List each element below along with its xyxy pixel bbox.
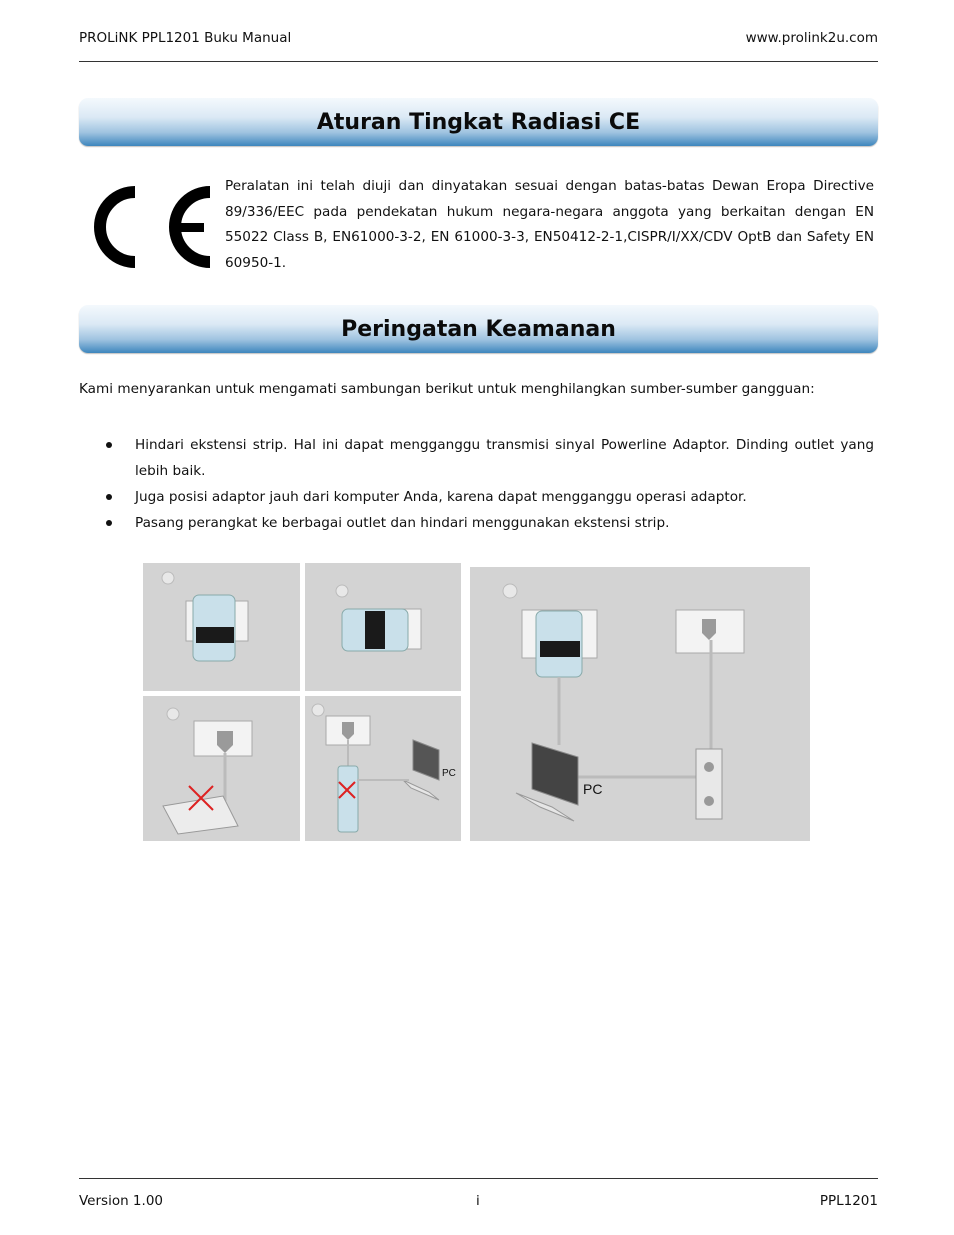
- footer-version: Version 1.00: [79, 1193, 163, 1209]
- header-title: PROLiNK PPL1201 Buku Manual: [79, 30, 292, 46]
- section-banner-ce: [79, 98, 878, 146]
- header-divider: [79, 61, 878, 62]
- footer-divider: [79, 1178, 878, 1179]
- ce-compliance-paragraph: Peralatan ini telah diuji dan dinyatakan sesuai dengan batas-batas Dewan Eropa Directive 89/336/EEC pada pendekatan hukum negara-negara anggota yang berkaitan dengan EN 55022 Class B, EN61000-3-2, EN 61000-3-3, EN50412-2-1,CISPR/I/XX/CDV OptB dan Safety EN 60950-1.: [225, 178, 874, 272]
- panel-extension-strip-bad: [143, 696, 300, 841]
- sad-face-icon: [312, 704, 324, 716]
- happy-face-icon: [336, 585, 348, 597]
- adapter-in-wall-illustration: [143, 563, 300, 691]
- correct-setup-illustration: [470, 567, 810, 841]
- header-website: www.prolink2u.com: [745, 30, 878, 46]
- section-title-safety: Peringatan Keamanan: [341, 316, 616, 342]
- footer-model: PPL1201: [819, 1193, 878, 1209]
- safety-intro-text: Kami menyarankan untuk mengamati sambungan berikut untuk menghilangkan sumber-sumber gangguan:: [79, 381, 815, 397]
- section-banner-safety: [79, 305, 878, 353]
- panel-adapter-wall-good: [143, 563, 300, 691]
- extension-strip-illustration: [143, 696, 300, 841]
- sad-face-icon: [167, 708, 179, 720]
- bullet-icon: [106, 442, 112, 448]
- panel-near-computer-bad: [305, 696, 461, 841]
- pc-label-small: PC: [442, 768, 456, 779]
- panel-correct-setup: [470, 567, 810, 841]
- adapter-horizontal-illustration: [305, 563, 461, 691]
- list-item: Pasang perangkat ke berbagai outlet dan hindari menggunakan ekstensi strip.: [79, 510, 874, 536]
- happy-face-icon: [162, 572, 174, 584]
- list-item: Hindari ekstensi strip. Hal ini dapat mengganggu transmisi sinyal Powerline Adaptor. Dinding outlet yang lebih baik.: [79, 432, 874, 484]
- list-item: Juga posisi adaptor jauh dari komputer Anda, karena dapat mengganggu operasi adaptor.: [79, 484, 874, 510]
- bullet-icon: [106, 494, 112, 500]
- panel-adapter-side-good: [305, 563, 461, 691]
- adapter-near-pc-illustration: [305, 696, 461, 841]
- safety-bullet-list: [79, 432, 874, 536]
- footer-page-number: i: [476, 1193, 480, 1209]
- pc-label-large: PC: [583, 781, 603, 797]
- ce-mark-logo: [84, 180, 214, 274]
- happy-face-icon: [503, 584, 517, 598]
- section-title-ce: Aturan Tingkat Radiasi CE: [316, 109, 641, 135]
- bullet-icon: [106, 520, 112, 526]
